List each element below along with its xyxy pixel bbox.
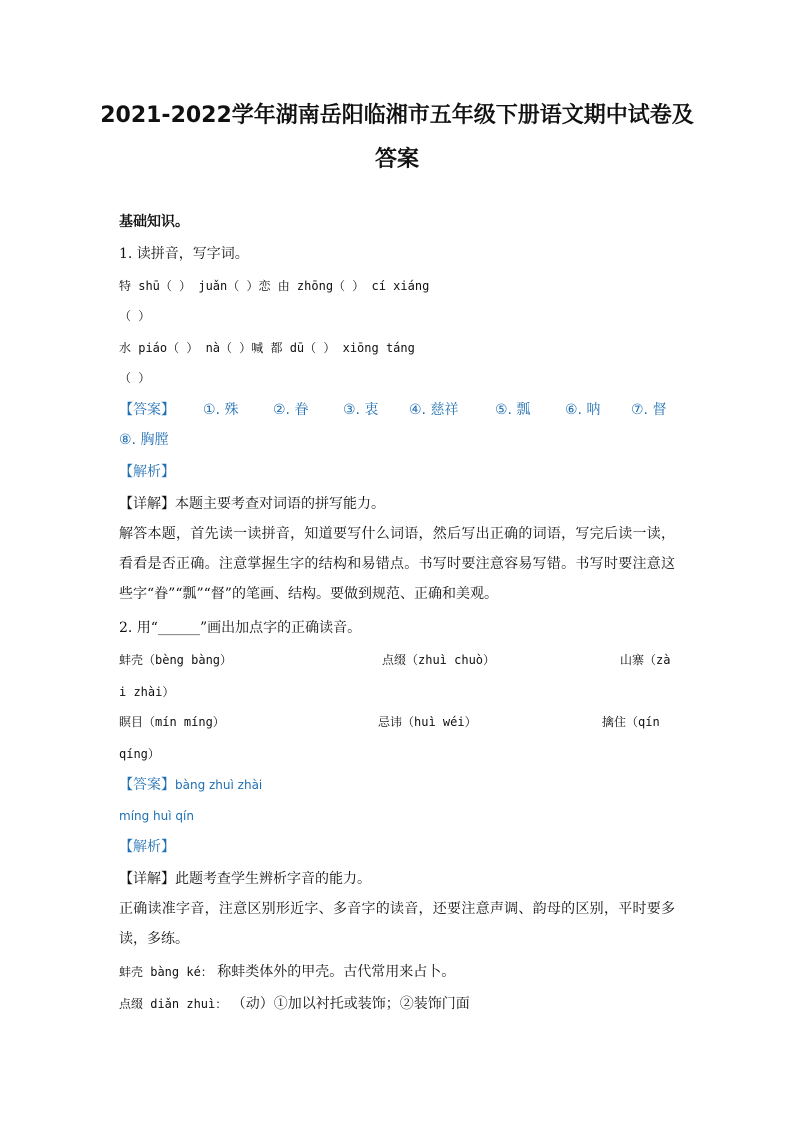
q1-explanation: 解答本题，首先读一读拼音，知道要写什么词语，然后写出正确的词语，写完后读一读，看看是否正确。注意掌握生字的结构和易错点。书写时要注意容易写错。书写时要注意这些字“眷”“瓢”“督”的笔画、结构。要做到规范、正确和美观。 [119, 526, 675, 602]
q2-answer-line1: bàng zhuì zhài [175, 778, 263, 792]
q2-item2: 点缀（zhuì chuò） [382, 653, 496, 667]
answer-item: ②. 眷 [273, 402, 309, 418]
q1-detail: 【详解】本题主要考查对词语的拼写能力。 [119, 496, 385, 512]
definition-word: 点缀 diǎn zhuì： [119, 997, 228, 1011]
q2-analysis-label: 【解析】 [119, 839, 175, 855]
answer-item: ⑤. 瓢 [495, 402, 531, 418]
section-heading: 基础知识。 [119, 214, 189, 230]
answer-item: ⑦. 督 [631, 402, 667, 418]
q2-item3: 山寨（zà [620, 653, 671, 667]
q2-explanation: 正确读准字音，注意区别形近字、多音字的读音，还要注意声调、韵母的区别，平时要多读，多练。 [119, 901, 675, 947]
q2-definition-1 [119, 962, 455, 982]
q1-row1b: （ ） [119, 309, 151, 323]
q1-prompt: 1. 读拼音，写字词。 [119, 246, 249, 262]
answer-item: ③. 衷 [343, 402, 379, 418]
q1-row1: 特 shū（ ） juǎn（ ）恋 由 zhōng（ ） cí xiáng [119, 279, 430, 293]
q2-item6-cont: qíng） [119, 747, 160, 761]
q1-answer-tail: ⑧. 胸膛 [119, 432, 169, 448]
q2-item5: 忌讳（huì wéi） [378, 715, 477, 729]
definition-text: （动）①加以衬托或装饰；②装饰门面 [231, 996, 470, 1012]
answer-item: ⑥. 呐 [565, 402, 601, 418]
q2-item1: 蚌壳（bèng bàng） [119, 653, 233, 667]
definition-word: 蚌壳 bàng ké： [119, 965, 213, 979]
q1-analysis-label: 【解析】 [119, 464, 175, 480]
answer-label: 【答案】 [119, 777, 175, 793]
q2-item4: 瞑目（mín míng） [119, 715, 225, 729]
q2-definition-2 [119, 994, 470, 1014]
q2-item3-cont: i zhài） [119, 685, 175, 699]
answer-label: 【答案】 [119, 402, 175, 418]
q2-detail: 【详解】此题考查学生辨析字音的能力。 [119, 871, 371, 887]
q2-item6: 擒住（qín [602, 715, 660, 729]
q1-row2: 水 piáo（ ） nà（ ）喊 都 dū（ ） xiōng táng [119, 341, 415, 355]
q2-answer-line2: míng huì qín [119, 809, 194, 823]
answer-item: ①. 殊 [203, 402, 239, 418]
q2-prompt: 2. 用“______”画出加点字的正确读音。 [119, 620, 362, 636]
q1-row2b: （ ） [119, 371, 151, 385]
page-title-line2: 答案 [374, 147, 419, 172]
q1-answer-row [119, 400, 675, 420]
definition-text: 称蚌类体外的甲壳。古代常用来占卜。 [217, 964, 456, 980]
q2-answer-row [119, 775, 262, 795]
answer-item: ④. 慈祥 [409, 402, 459, 418]
page-title-line1: 2021-2022学年湖南岳阳临湘市五年级下册语文期中试卷及 [100, 103, 694, 128]
